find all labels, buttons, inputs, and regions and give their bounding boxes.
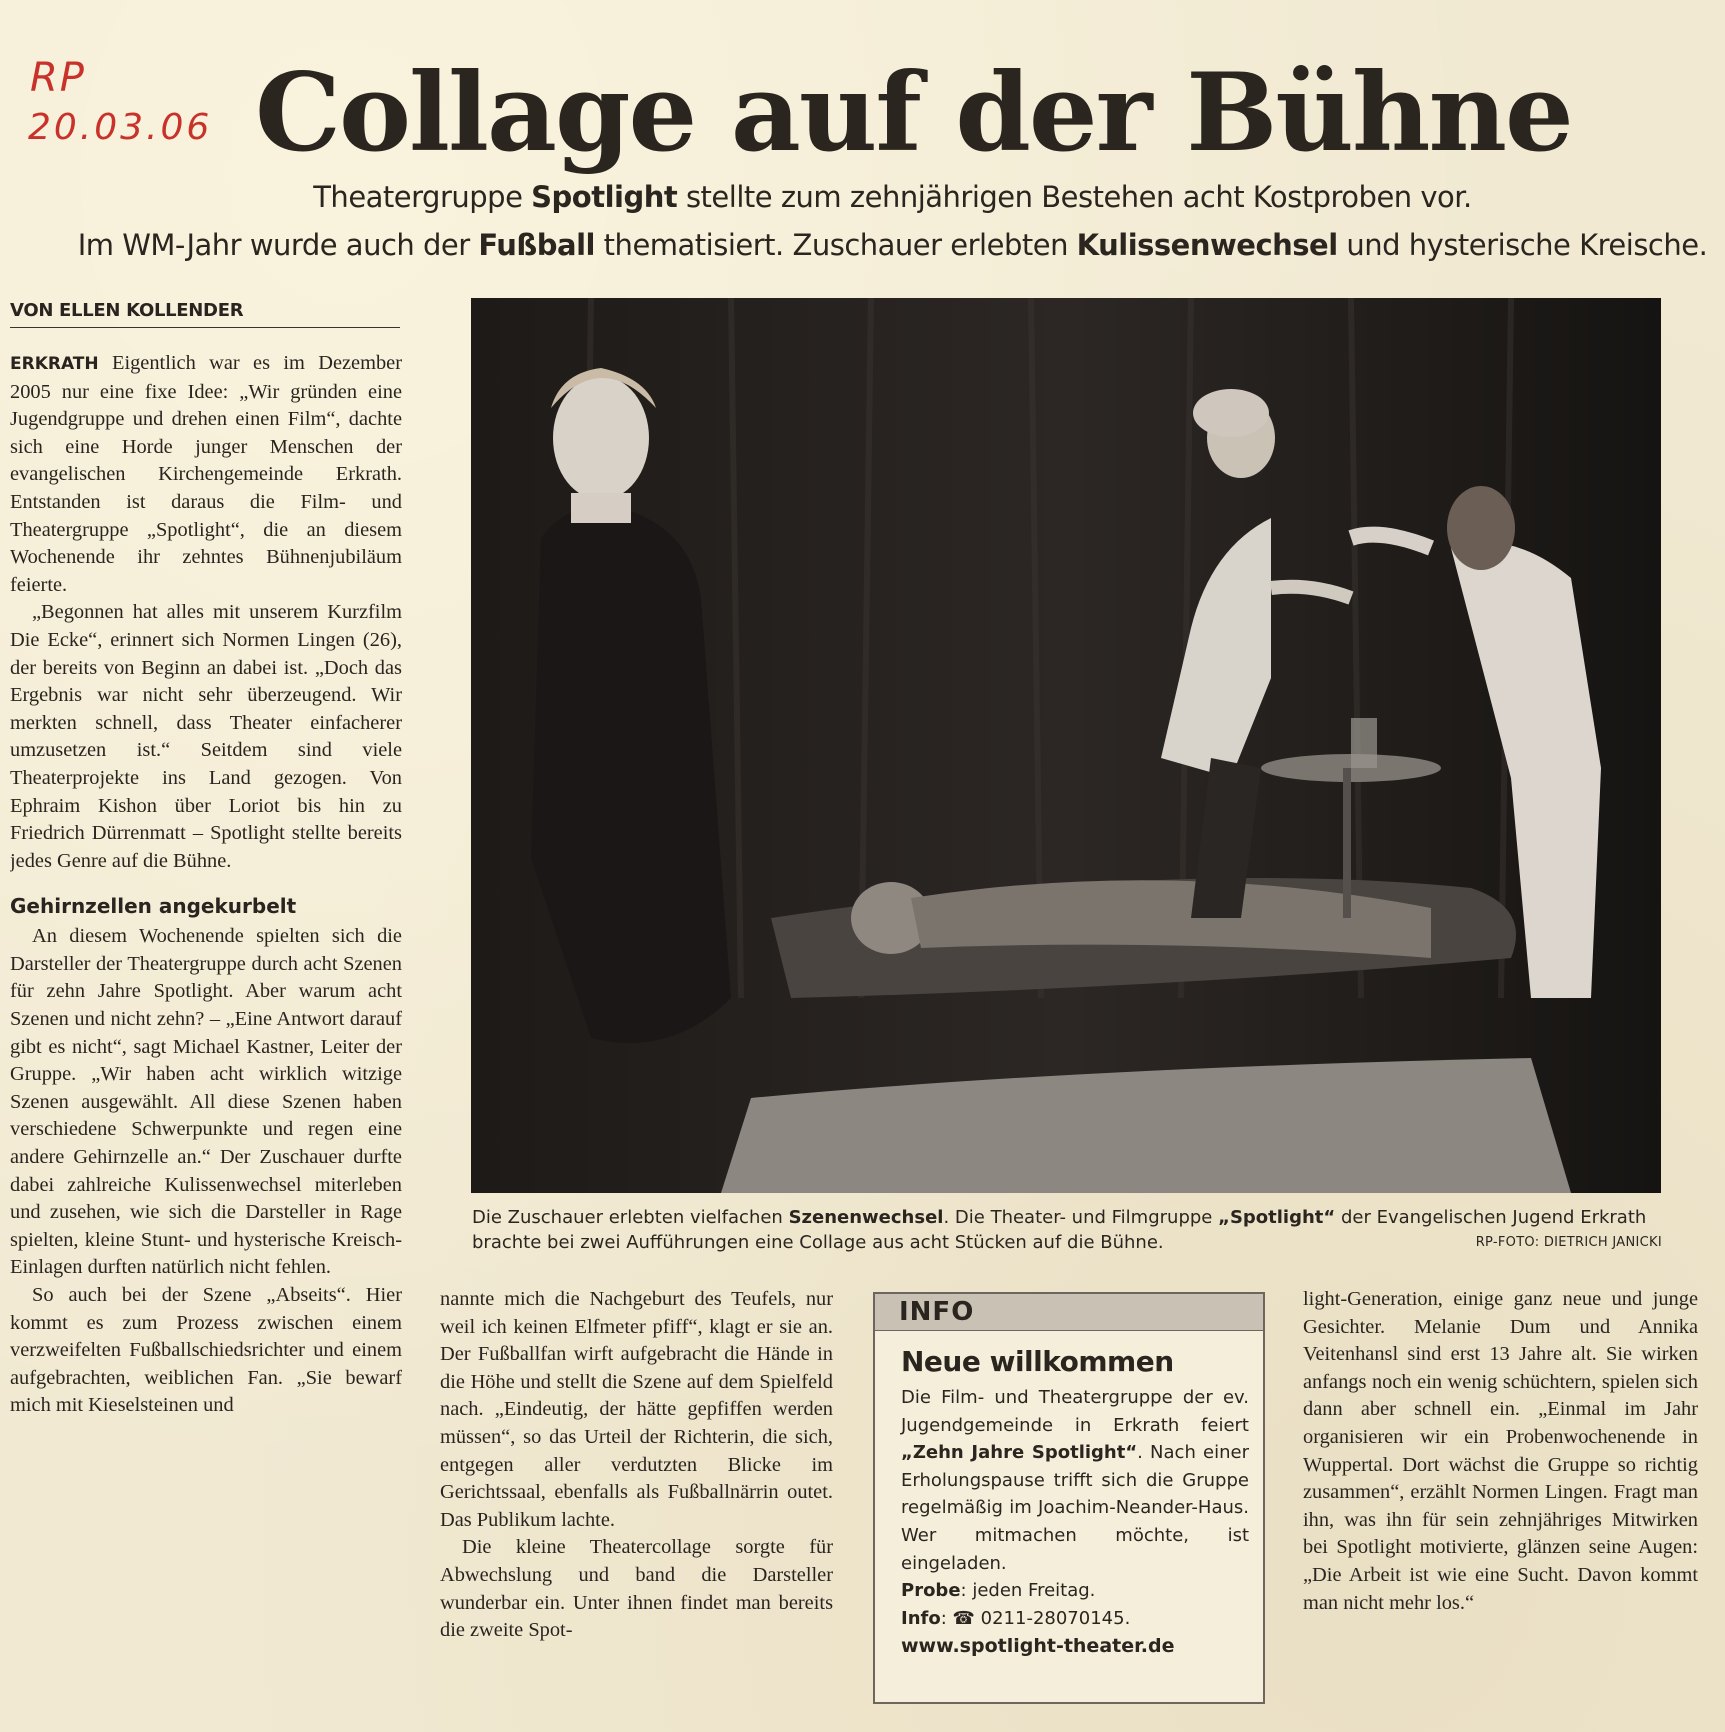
info-box-website: www.spotlight-theater.de: [901, 1635, 1175, 1658]
article-column-4: [1303, 1286, 1698, 1726]
dateline-location: ERKRATH: [10, 354, 99, 374]
article-paragraph-4: So auch bei der Szene „Abseits“. Hier kommt es zum Prozess zwischen einem verzweifelten Fußballschiedsrichter und einem aufgebrachten, weiblichen Fan. „Sie bewarf mich mit Kieselsteinen und: [10, 1284, 402, 1417]
article-paragraph-7: light-Generation, einige ganz neue und junge Gesichter. Melanie Dum und Annika Veitenhansl sind erst 13 Jahre alt. Sie wirken anfangs noch ein wenig schüchtern, spielen sich dann aber schnell ein. „Einmal im Jahr organisieren wir ein Probenwochenende in Wuppertal. Dort wächst die Gruppe so richtig zusammen“, erzählt Normen Lingen. Fragt man ihn, was ihn für sein zehnjähriges Mitwirken bei Spotlight motivierte, glänzen seine Augen: „Die Arbeit ist wie eine Sucht. Davon kommt man nicht mehr los.“: [1303, 1288, 1698, 1614]
stage-photo-illustration: [471, 298, 1661, 1193]
annotation-date: 20.03.06: [28, 107, 213, 148]
annotation-source: RP: [30, 55, 86, 101]
article-paragraph-1: ERKRATH Eigentlich war es im Dezember 2005 nur eine fixe Idee: „Wir gründen eine Jugendgruppe und drehen einen Film“, dachte sich eine Horde junger Menschen der evangelischen Kirchengemeinde Erkrath. Entstanden ist daraus die Film- und Theatergruppe „Spotlight“, die an diesem Wochenende ihr zehntes Bühnenjubiläum feierte.: [10, 352, 402, 596]
info-box-title: Neue willkommen: [901, 1345, 1174, 1378]
info-box-text: Die Film- und Theatergruppe der ev. Jugendgemeinde in Erkrath feiert „Zehn Jahre Spotlight“. Nach einer Erholungspause trifft sich die Gruppe regelmäßig im Joachim-Neander-Haus. Wer mitmachen möchte, ist eingeladen.: [901, 1387, 1249, 1574]
stage-photo: [471, 298, 1661, 1193]
article-paragraph-2: „Begonnen hat alles mit unserem Kurzfilm Die Ecke“, erinnert sich Normen Lingen (26), der bereits von Beginn an dabei ist. „Doch das Ergebnis war nicht sehr überzeugend. Wir merkten schnell, dass Theater einfacherer umzusetzen ist.“ Seitdem sind viele Theaterprojekte ins Land gezogen. Von Ephraim Kishon über Loriot bis hin zu Friedrich Dürrenmatt – Spotlight stellte bereits jedes Genre auf die Bühne.: [10, 601, 402, 872]
article-column-1: [10, 350, 402, 1715]
subheadline-1: Theatergruppe Spotlight stellte zum zehnjährigen Bestehen acht Kostproben vor.: [313, 180, 1472, 214]
article-paragraph-3: An diesem Wochenende spielten sich die Darsteller der Theatergruppe durch acht Szenen für zehn Jahre Spotlight. Aber warum acht Szenen und nicht zehn? – „Eine Antwort darauf gibt es nicht“, sagt Michael Kastner, Leiter der Gruppe. „Wir haben acht wirklich witzige Szenen ausgewählt. All diese Szenen haben verschiedene Schwerpunkte und regen eine andere Gehirnzelle an.“ Der Zuschauer durfte dabei zahlreiche Kulissenwechsel miterleben und zusehen, wie sich die Darsteller in Rage spielten, kleine Stunt- und hysterische Kreisch-Einlagen durften natürlich nicht fehlen.: [10, 925, 402, 1279]
headline: Collage auf der Bühne: [255, 50, 1572, 176]
photo-credit: RP-FOTO: DIETRICH JANICKI: [1475, 1235, 1662, 1250]
byline: VON ELLEN KOLLENDER: [10, 300, 400, 328]
photo-caption: Die Zuschauer erlebten vielfachen Szenenwechsel. Die Theater- und Filmgruppe „Spotlight“ der Evangelischen Jugend Erkrath brachte bei zwei Aufführungen eine Collage aus acht Stücken auf die Bühne. RP-FOTO: DIETRICH JANICKI: [472, 1207, 1662, 1253]
info-box-label: INFO: [875, 1294, 1263, 1331]
subheadline-2: Im WM-Jahr wurde auch der Fußball thematisiert. Zuschauer erlebten Kulissenwechsel und hysterische Kreische.: [77, 228, 1708, 262]
article-column-2: [440, 1286, 833, 1726]
article-subheading: Gehirnzellen angekurbelt: [10, 894, 297, 919]
info-box-probe: Probe: jeden Freitag.: [901, 1580, 1096, 1602]
article-paragraph-6: Die kleine Theatercollage sorgte für Abwechslung und band die Darsteller wunderbar ein. Unter ihnen findet man bereits die zweite Spot-: [440, 1536, 833, 1642]
info-box-contact: Info: ☎ 0211-28070145.: [901, 1607, 1131, 1629]
info-box: [873, 1292, 1265, 1704]
handwritten-annotation: [20, 55, 250, 165]
article-paragraph-5: nannte mich die Nachgeburt des Teufels, nur weil ich keinen Elfmeter pfiff“, klagt er sie an. Der Fußballfan wirft aufgebracht die Hände in die Höhe und stellt die Szene auf dem Spielfeld nach. „Eindeutig, der hätte gepfiffen werden müssen“, so das Urteil der Richterin, die sich, entgegen aller verdutzten Blicke im Gerichtssaal, ebenfalls als Fußballnärrin outet. Das Publikum lachte.: [440, 1288, 833, 1531]
